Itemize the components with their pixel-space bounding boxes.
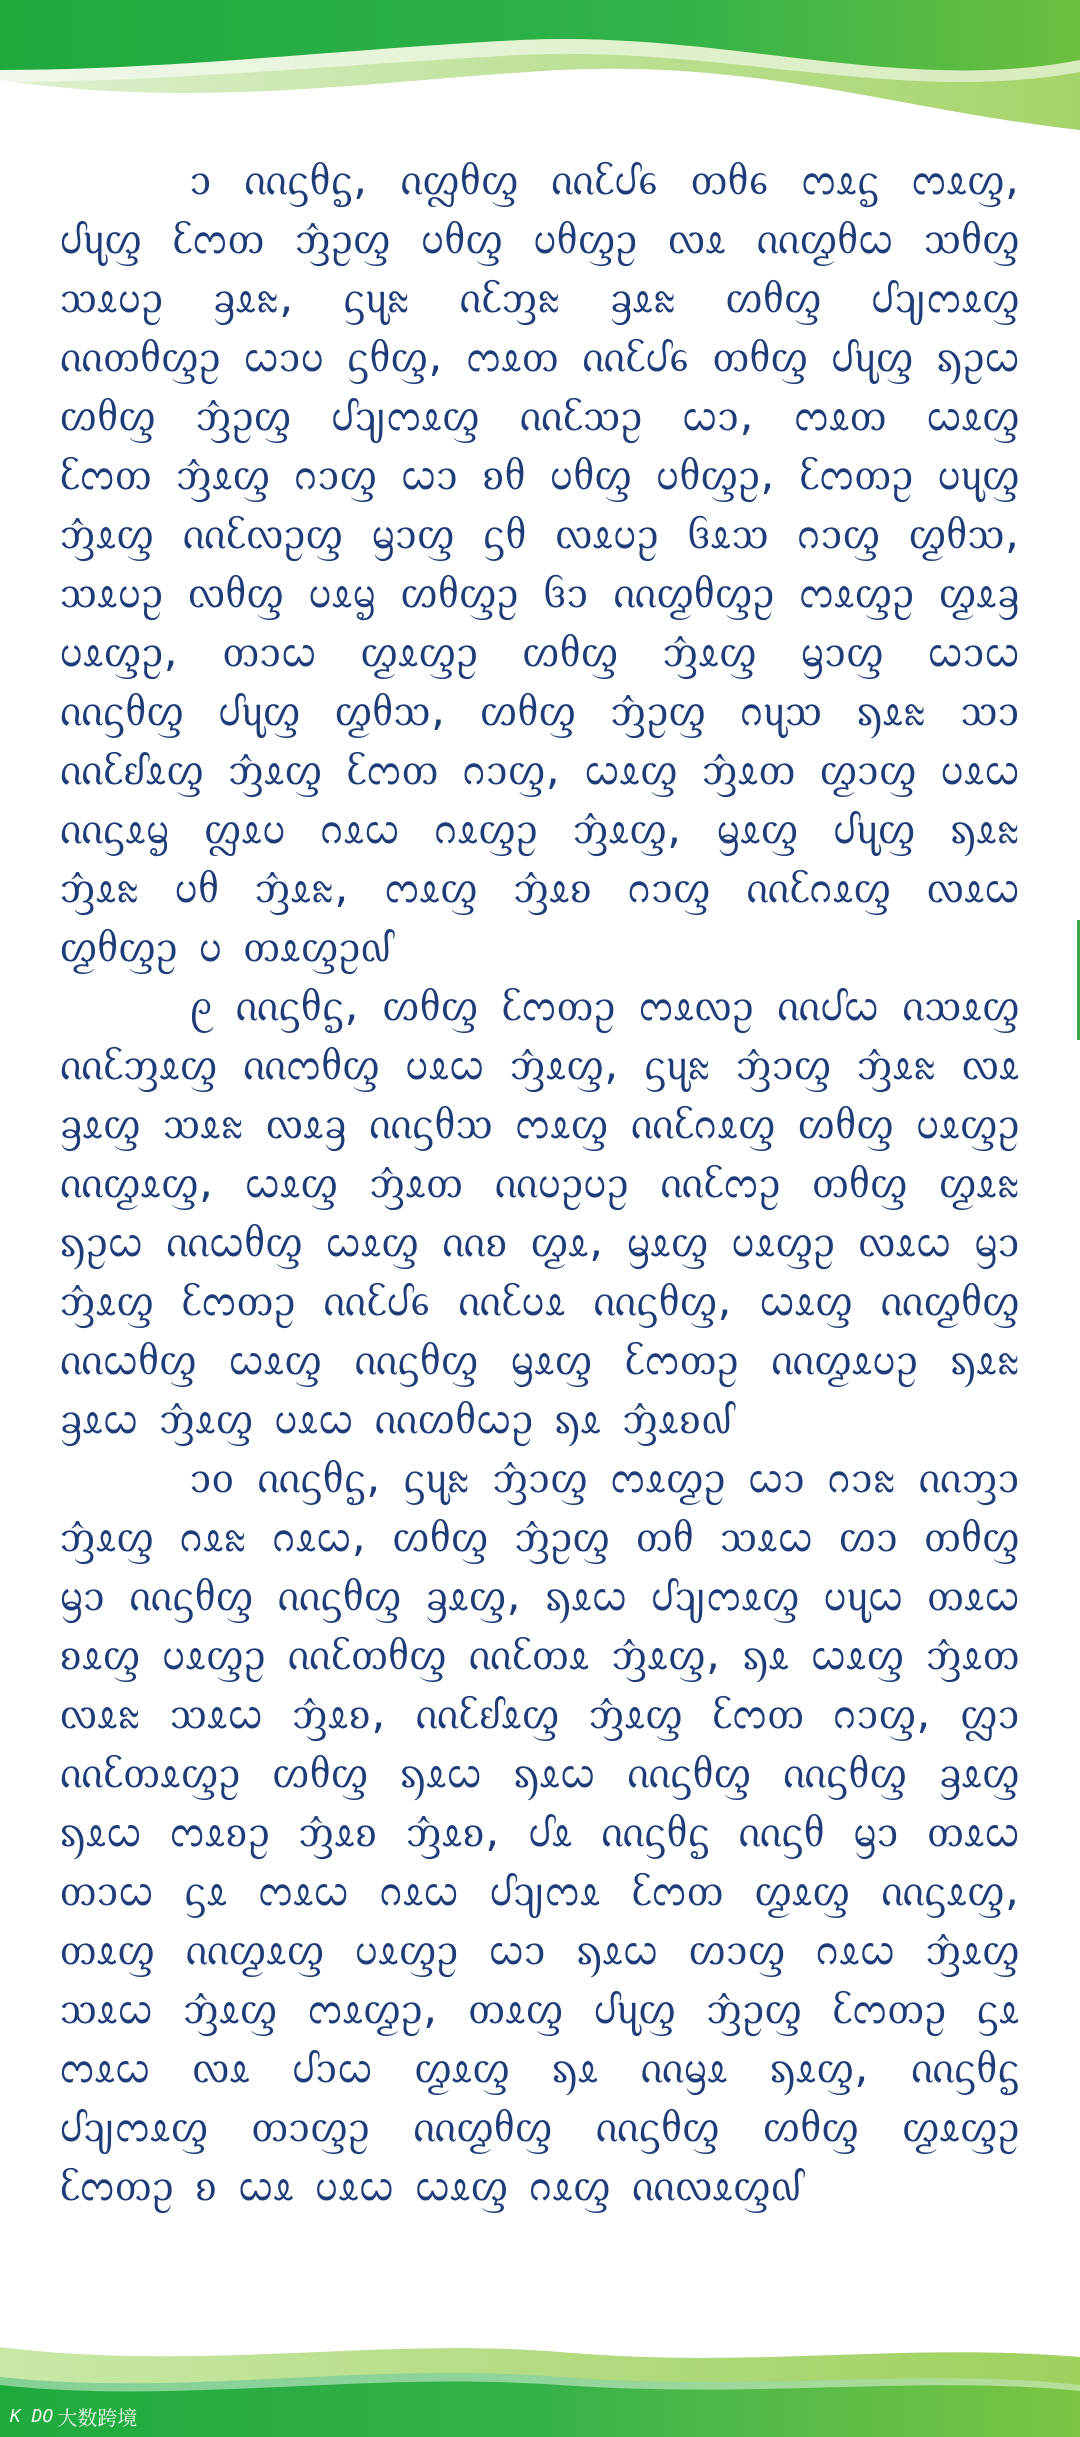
paragraph-text: ᦵᦜᦲᦐ ᦶᦷᦔᧈ ᦎᦲᧈ ᦂᦸᧃ ᦂᦸᦐ, ᦔᦴᦐ ᦷᦂᦎ ᦁᦳᦐ ᦢᦲᦐ ᦢᦲᦐᦳ ᦟᦸ ᦶᦖᦲᦍ ᦉᦲᦐ ᦉᦸᦢᦳ ᦃᦸᦰ, ᦓᦴᦰ ᦵᦷᦀᦰ ᦃᦸᦰ ᦠᦲᦐ ᦔᦻᦂᦸᦐ ᦶᦎᦲᦐᦳ ᦍᦱᦢ ᦓᦲᦐ, ᦂᦸᦎ ᦶᦷᦔᧈ ᦎᦲᦐ ᦔᦴᦐ ᦣᦳᦍ ᦠᦲᦐ ᦁᦳᦐ ᦔᦻᦂᦸᦐ ᦶᦷᦉᦳ ᦍᦱ, ᦂᦸᦎ ᦍᦸᦐ ᦷᦂᦎ ᦁᦸᦐ ᦅᦱᦐ ᦍᦱ ᦈᦲ ᦢᦲᦐ ᦢᦲᦐᦳ, ᦷᦂᦎᦳ ᦢᦴᦐ ᦁᦸᦐ ᦶᦷᦟᦳᦐ ᦙᦱᦐ ᦓᦲ ᦟᦸᦢᦳ ᦑᦸᦉ ᦅᦱᦐ ᦖᦲᦉ, ᦉᦸᦢᦳ ᦟᦲᦐ ᦢᦸᧄ ᦠᦲᦐᦳ ᦑᦱ ᦶᦖᦲᦐᦳ ᦂᦸᦐᦳ ᦖᦸᦃ ᦢᦸᦐᦳ, ᦎᦱᦍ ᦖᦸᦐᦳ ᦠᦲᦐ ᦁᦸᦐ ᦙᦱᦐ ᦍᦱᦍ ᦶᦓᦲᦐ ᦔᦴᦐ ᦖᦲᦉ, ᦠᦲᦐ ᦁᦳᦐ ᦅᦴᦉ ᦣᦸᦰ ᦉᦱ ᦶᦷᦊᦸᦐ ᦁᦸᦐ ᦷᦂᦎ ᦅᦱᦐ, ᦍᦸᦐ ᦁᦸᦎ ᦖᦱᦐ ᦢᦸᦍ ᦶᦓᦸᧄ ᦜᦸᦢ ᦅᦸᦍ ᦅᦸᦐᦳ ᦁᦸᦐ, ᦙᦸᦐ ᦔᦴᦐ ᦣᦸᦰ ᦁᦸᦰ ᦢᦲ ᦁᦸᦰ, ᦂᦸᦐ ᦁᦸᦈ ᦅᦱᦐ ᦶᦷᦅᦸᦐ ᦟᦸᦍ ᦖᦲᦐᦳ ᦢ ᦎᦸᦐᦳ᧞ xyxy=(60,154,1020,972)
paragraph-text: ᦠᦲᦐ ᦷᦂᦎᦳ ᦂᦸᦟᦳ ᦶᦔᦍ ᦵᦉᦸᦐ ᦶᦷᦀᦸᦐ ᦶᦂᦲᦐ ᦢᦸᦍ ᦁᦸᦐ, ᦓᦴᦰ ᦁᦱᦐ ᦁᦸᦰ ᦟᦸ ᦃᦸᦐ ᦉᦸᦰ ᦟᦸᦃ ᦶᦓᦲᦉ ᦂᦸᦐ ᦶᦷᦅᦸᦐ ᦠᦲᦐ ᦢᦸᦐᦳ ᦶᦖᦸᦐ, ᦍᦸᦐ ᦁᦸᦎ ᦶᦢᦳᦢᦳ ᦶᦷᦂᦳ ᦎᦲᦐ ᦖᦸᦰ ᦣᦳᦍ ᦶᦍᦲᦐ ᦍᦸᦐ ᦶᦈ ᦖᦸ, ᦙᦸᦐ ᦢᦸᦐᦳ ᦟᦸᦍ ᦙᦱ ᦁᦸᦐ ᦷᦂᦎᦳ ᦶᦷᦔᧈ ᦶᦷᦢᦸ ᦶᦓᦲᦐ, ᦍᦸᦐ ᦶᦖᦲᦐ ᦶᦍᦲᦐ ᦍᦸᦐ ᦶᦓᦲᦐ ᦙᦸᦐ ᦷᦂᦎᦳ ᦶᦖᦸᦢᦳ ᦣᦸᦰ ᦃᦸᦍ ᦁᦸᦐ ᦢᦸᦍ ᦶᦠᦲᦍᦳ ᦣᦸ ᦁᦸᦈ᧞ xyxy=(60,980,1020,1444)
kd-logo-icon: K DO xyxy=(10,2405,54,2427)
paragraph-number: ᧑ ᦶᦓᦲᧃ, xyxy=(190,154,369,205)
watermark-text: 大数跨境 xyxy=(57,2405,138,2430)
bottom-wave-graphic xyxy=(0,2317,1080,2437)
paragraph-number: ᧙ ᦶᦓᦲᧃ, xyxy=(190,980,360,1031)
bottom-wave-banner xyxy=(0,2317,1080,2437)
paragraph-number: ᧑᧐ ᦶᦓᦲᧃ, xyxy=(190,1452,382,1503)
paragraph-2 xyxy=(60,976,1020,1448)
top-wave-banner xyxy=(0,0,1080,140)
paragraph-text: ᦓᦴᦰ ᦁᦱᦐ ᦂᦸᦖᦳ ᦍᦱ ᦅᦱᦰ ᦶᦀᦱ ᦁᦸᦐ ᦅᦸᦰ ᦅᦸᦍ, ᦠᦲᦐ ᦁᦳᦐ ᦎᦲ ᦉᦸᦍ ᦠᦱ ᦎᦲᦐ ᦙᦱ ᦶᦓᦲᦐ ᦶᦓᦲᦐ ᦃᦸᦐ, ᦣᦸᦍ ᦔᦻᦂᦸᦐ ᦢᦴᦍ ᦎᦸᦍ ᦈᦸᦐ ᦢᦸᦐᦳ ᦶᦷᦎᦲᦐ ᦶᦷᦎᦸ ᦁᦸᦐ, ᦣᦸ ᦍᦸᦐ ᦁᦸᦎ ᦟᦸᦰ ᦉᦸᦍ ᦁᦸᦈ, ᦶᦷᦊᦸᦐ ᦁᦸᦐ ᦷᦂᦎ ᦅᦱᦐ, ᦜᦱ ᦶᦷᦎᦸᦐᦳ ᦠᦲᦐ ᦣᦸᦍ ᦣᦸᦍ ᦶᦓᦲᦐ ᦶᦓᦲᦐ ᦃᦸᦐ ᦣᦸᦍ ᦂᦸᦈᦳ ᦁᦸᦈ ᦁᦸᦈ, ᦔᦸ ᦶᦓᦲᧃ ᦶᦓᦲ ᦙᦱ ᦎᦸᦍ ᦎᦱᦍ ᦓᦸ ᦂᦸᦍ ᦅᦸᦍ ᦔᦻᦂᦸ ᦷᦂᦎ ᦖᦸᦐ ᦶᦓᦸᦐ, ᦎᦸᦐ ᦶᦖᦸᦐ ᦢᦸᦐᦳ ᦍᦱ ᦣᦸᦍ ᦠᦱᦐ ᦅᦸᦍ ᦁᦸᦐ ᦉᦸᦍ ᦁᦸᦐ ᦂᦸᦖᦳ, ᦎᦸᦐ ᦔᦴᦐ ᦁᦳᦐ ᦷᦂᦎᦳ ᦓᦸ ᦂᦸᦍ ᦟᦸ ᦔᦱᦍ ᦖᦸᦐ ᦣᦸ ᦶᦙᦸ ᦣᦸᦐ, ᦶᦓᦲᧃ ᦔᦻᦂᦸᦐ ᦎᦱᦐᦳ ᦶᦖᦲᦐ ᦶᦓᦲᦐ ᦠᦲᦐ ᦖᦸᦐᦳ ᦷᦂᦎᦳ ᦈ ᦍᦸ ᦢᦸᦍ ᦍᦸᦐ ᦅᦸᦐ ᦶᦟᦸᦐ᧞ xyxy=(60,1452,1020,2211)
watermark xyxy=(10,2401,137,2431)
top-wave-graphic xyxy=(0,0,1080,140)
paragraph-3 xyxy=(60,1448,1020,2215)
paragraph-1 xyxy=(60,150,1020,976)
document-body xyxy=(60,150,1020,2300)
